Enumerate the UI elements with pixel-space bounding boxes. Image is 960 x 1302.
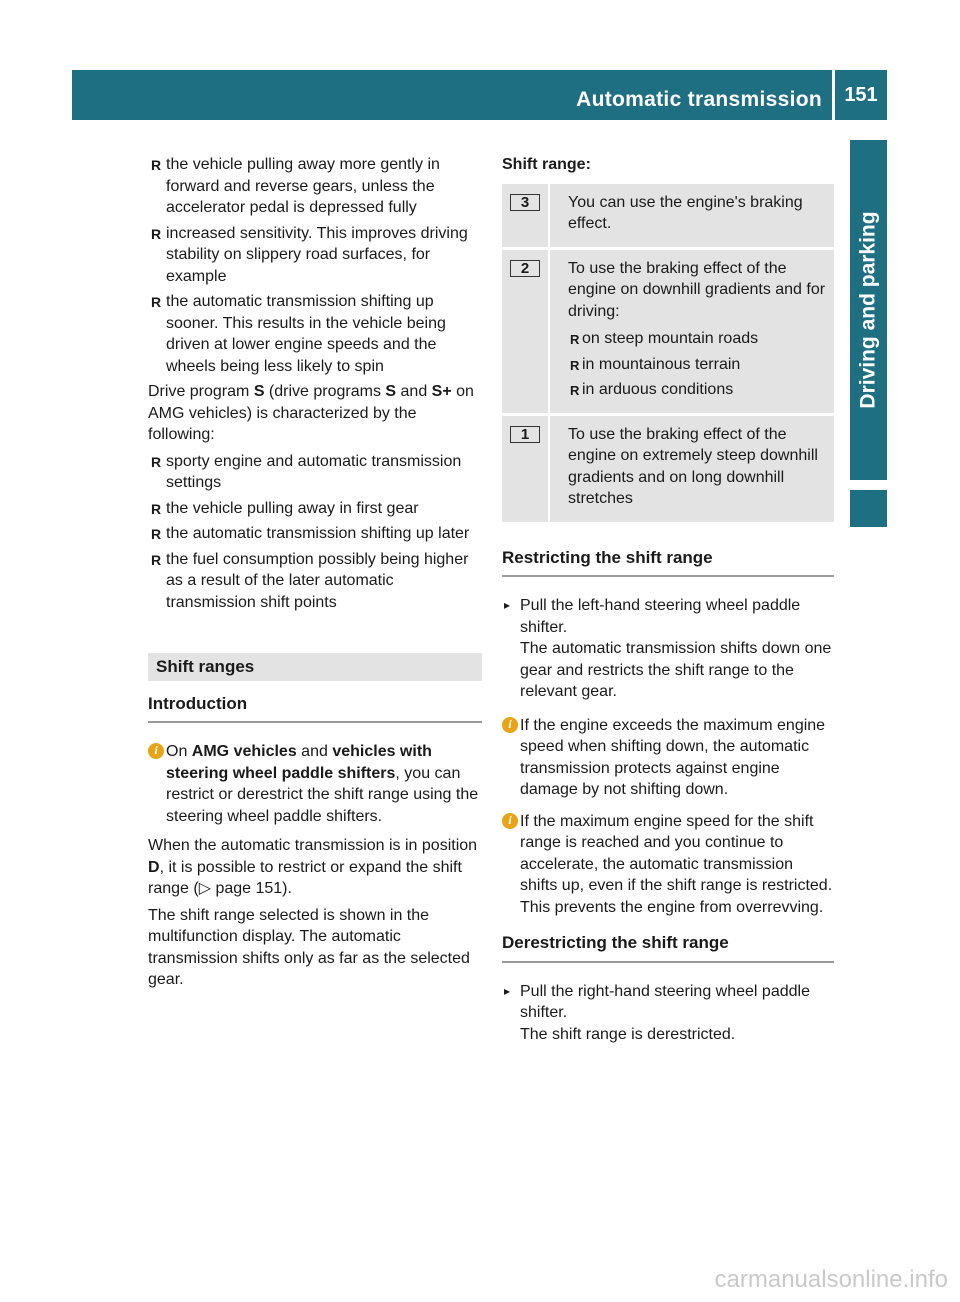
shift-range-table [502, 184, 834, 525]
bullet-marker-icon: R [151, 526, 162, 542]
side-tab-label-wrap [850, 140, 887, 480]
page-header-title: Automatic transmission [576, 88, 822, 111]
list-item: R the fuel consumption possibly being higher as a result of the later automatic transmission shift points [151, 550, 469, 611]
bullet-list-top [148, 154, 482, 377]
step-derestrict: ▸ Pull the right-hand steering wheel paddle shifter. The shift range is derestricted. [502, 981, 834, 1046]
heading-derestricting: Derestricting the shift range [502, 932, 834, 963]
list-item: R on steep mountain roads [568, 328, 828, 350]
bullet-marker-icon: R [151, 157, 162, 173]
heading-introduction: Introduction [148, 693, 482, 724]
info-note-1: i If the engine exceeds the maximum engine speed when shifting down, the automatic transmission protects against engine damage by not shifting down. [502, 715, 834, 801]
step-restrict: ▸ Pull the left-hand steering wheel paddle shifter. The automatic transmission shifts down one gear and restricts the shift range to the relevant gear. [502, 595, 834, 703]
page-number: 151 [835, 70, 887, 120]
gear-2-key-icon: 2 [510, 260, 540, 277]
paragraph-position-d: When the automatic transmission is in position D, it is possible to restrict or expand the shift range (▷ page 151). [148, 837, 478, 897]
list-item: R the vehicle pulling away in first gear [148, 498, 482, 520]
info-note-intro: i On AMG vehicles and vehicles with steering wheel paddle shifters, you can restrict or derestrict the shift range using the steering wheel paddle shifters. [148, 741, 482, 827]
side-tab-marker [850, 490, 887, 527]
gear-1-key-icon: 1 [510, 426, 540, 443]
list-item: R the automatic transmission shifting up sooner. This results in the vehicle being driven at lower engine speeds and the wheels being less likely to spin [151, 293, 446, 375]
watermark: carmanualsonline.info [714, 1266, 948, 1293]
section-title-shift-ranges: Shift ranges [148, 653, 482, 681]
range-row-3: 3 You can use the engine's braking effect. [502, 184, 834, 250]
heading-restricting: Restricting the shift range [502, 547, 834, 578]
info-icon: i [502, 813, 518, 829]
range-row-1: 1 To use the braking effect of the engine on extremely steep downhill gradients and on long downhill stretches [502, 416, 834, 525]
list-item: R in mountainous terrain [568, 354, 828, 376]
bullet-marker-icon: R [570, 357, 580, 373]
bullet-marker-icon: R [151, 500, 162, 517]
bullet-marker-icon: R [570, 383, 580, 398]
info-note-2: i If the maximum engine speed for the shift range is reached and you continue to accelerate, the automatic transmission shifts up, even if the shift range is restricted. This prevents the engine from overrevving. [502, 811, 834, 919]
right-column [502, 154, 834, 1049]
info-icon: i [148, 743, 164, 759]
info-icon: i [502, 717, 518, 733]
drive-program-s-paragraph: Drive program S (drive programs S and S+ on AMG vehicles) is characterized by the following: [148, 383, 474, 443]
paragraph-shift-display: The shift range selected is shown in the multifunction display. The automatic transmission shifts only as far as the selected gear. [148, 906, 470, 988]
shift-range-label: Shift range: [502, 156, 591, 173]
list-item: R in arduous conditions [568, 379, 828, 401]
list-item: R the automatic transmission shifting up later [148, 523, 482, 545]
list-item: R sporty engine and automatic transmission settings [151, 452, 462, 491]
left-column [148, 154, 482, 996]
bullet-marker-icon: R [151, 225, 162, 242]
list-item: R increased sensitivity. This improves driving stability on slippery road surfaces, for example [151, 224, 468, 285]
range-2-list [568, 328, 828, 401]
side-tab-label: Driving and parking [856, 211, 880, 409]
bullet-marker-icon: R [570, 332, 580, 347]
bullet-marker-icon: R [151, 294, 162, 310]
range-row-2: 2 To use the braking effect of the engine on downhill gradients and for driving: R on steep mountain roads R in mountainous terrain R in arduous conditions [502, 250, 834, 416]
list-item: R the vehicle pulling away more gently in forward and reverse gears, unless the accelerator pedal is depressed fully [151, 156, 440, 216]
gear-3-key-icon: 3 [510, 194, 540, 211]
bullet-list-s [148, 451, 482, 614]
bullet-marker-icon: R [151, 453, 162, 470]
bullet-marker-icon: R [151, 551, 162, 568]
